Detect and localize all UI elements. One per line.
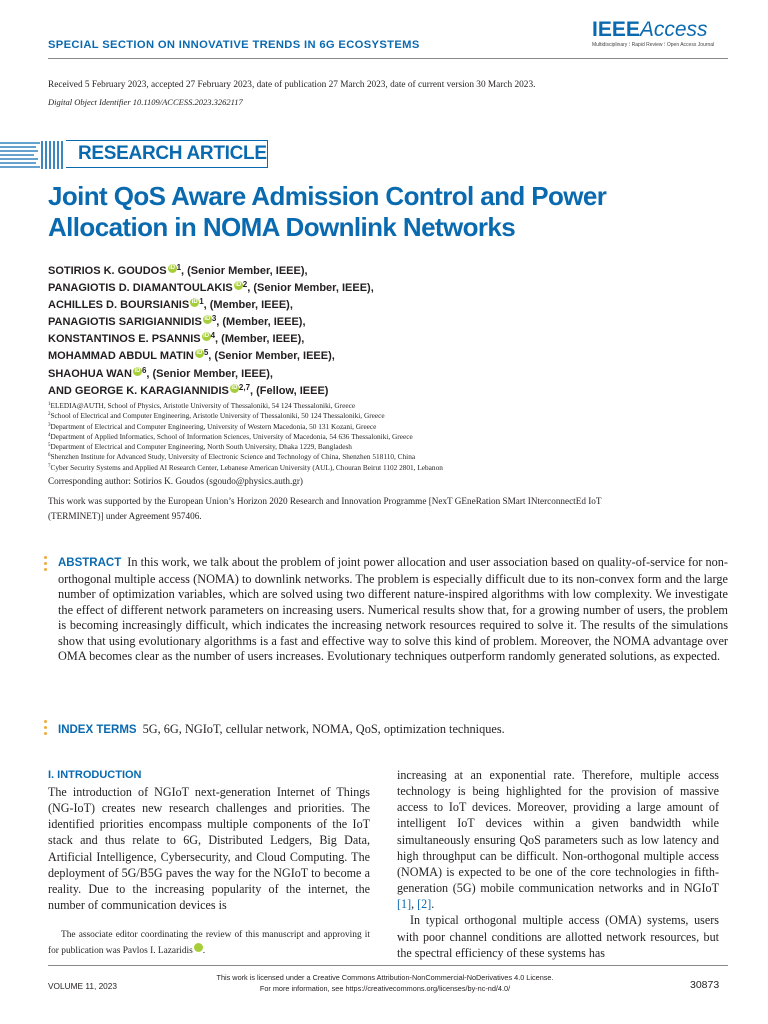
affiliation-text: School of Electrical and Computer Engineering, Aristotle University of Thessaloniki, 50 124 Thessaloniki, Greece xyxy=(50,411,385,421)
associate-editor-text: The associate editor coordinating the review of this manuscript and approving it for publication was Pavlos I. Lazaridis xyxy=(48,930,370,956)
affiliation-item xyxy=(48,422,728,432)
affiliation-item xyxy=(48,411,728,421)
affiliation-number: 6 xyxy=(48,453,51,459)
affiliation-text: ELEDIA@AUTH, School of Physics, Aristotle University of Thessaloniki, 54 124 Thessaloniki, Greece xyxy=(50,401,356,410)
affiliation-number: 2 xyxy=(48,412,51,418)
author-affiliation-mark: 3 xyxy=(211,314,217,324)
author-name: AND GEORGE K. KARAGIANNIDIS xyxy=(48,384,229,397)
index-terms xyxy=(58,721,728,738)
article-type-label: RESEARCH ARTICLE xyxy=(78,143,267,164)
intro-column-right xyxy=(397,767,719,961)
orcid-icon[interactable]: iD xyxy=(196,350,203,357)
citation-separator: , xyxy=(411,897,418,912)
orcid-icon[interactable]: iD xyxy=(204,316,211,323)
orcid-icon[interactable]: iD xyxy=(203,333,210,340)
author-entry xyxy=(48,331,728,348)
footer-volume: VOLUME 11, 2023 xyxy=(48,981,118,991)
funding-statement: This work was supported by the European Union’s Horizon 2020 Research and Innovation Programme [NexT GEneRation SMart INterconnectEd IoT (TERMINET)] under Agreement 957406. xyxy=(48,496,602,521)
author-name: PANAGIOTIS SARIGIANNIDIS xyxy=(48,316,202,329)
logo-tagline: Multidisciplinary ⁝ Rapid Review ⁝ Open Access Journal xyxy=(592,42,715,48)
affiliation-item xyxy=(48,401,728,411)
abstract-bullet-icon xyxy=(44,556,48,574)
orcid-icon[interactable]: iD xyxy=(235,282,242,289)
intro-column-left: The introduction of NGIoT next-generation Internet of Things (NG-IoT) creates new research challenges and priorities. The identified priorities encompass multiple components of the IoT stack and thus relate to 6G, Distributed Ledgers, Big Data, Artificial Intelligence, Cybersecurity, and Cloud Computing. The deployment of 5G/B5G paves the way for the NGIoT to become a reality. Due to the increasing popularity of the internet, the number of communication devices is xyxy=(48,785,370,913)
author-affiliation-mark: 1 xyxy=(199,297,204,307)
affiliation-text: Department of Electrical and Computer Engineering, University of Western Macedonia, 50 131 Kozani, Greece xyxy=(50,421,377,431)
orcid-icon[interactable]: iD xyxy=(134,367,141,374)
author-entry xyxy=(48,366,728,383)
header-divider xyxy=(48,58,728,59)
author-name: ACHILLES D. BOURSIANIS xyxy=(48,299,190,312)
abstract-text: In this work, we talk about the problem of joint power allocation and user association based on quality-of-service for non-orthogonal multiple access (NOMA) to downlink networks. The problem is especially difficult due to its non-convex form and the large number of optimization variables, which are solved using two different nature-inspired algorithms with low complexity. We investigate the effect of different network parameters on increasing users. Numerical results show that, for a growing number of users, the problem is becoming increasingly difficult, which indicates the increasing network resources required to solve it. The results of the simulations show that using evolutionary algorithms is a fast and effective way to solve this kind of problem. Moreover, the NOMA advantage over OMA becomes clear as the number of users increases. Evolutionary techniques outperform randomly generated solutions, as expected. xyxy=(58,555,728,664)
affiliation-list xyxy=(48,401,728,473)
author-name: KONSTANTINOS E. PSANNIS xyxy=(48,333,201,346)
section-header: SPECIAL SECTION ON INNOVATIVE TRENDS IN 6G ECOSYSTEMS xyxy=(48,39,420,51)
affiliation-text: Department of Electrical and Computer Engineering, North South University, Dhaka 1229, Bangladesh xyxy=(50,442,352,452)
affiliation-number: 3 xyxy=(48,422,51,428)
publication-dates: Received 5 February 2023, accepted 27 February 2023, date of publication 27 March 2023, date of current version 30 March 2023. xyxy=(48,80,536,90)
associate-editor-note: The associate editor coordinating the review of this manuscript and approving it for publication was Pavlos I. Lazaridis iD. xyxy=(48,930,370,956)
intro-paragraph-text: increasing at an exponential rate. Therefore, multiple access technology is being highlighted for the provision of massive access to IoT devices. Moreover, providing a large amount of intelligent IoT devices within a given bandwidth while simultaneously ensuring QoS parameters such as low latency and high throughput can be difficult. Non-orthogonal multiple access (NOMA) is expected to be one of the core technologies in fifth-generation (5G) mobile communication networks and in NGIoT xyxy=(397,768,719,896)
author-role: , (Member, IEEE), xyxy=(215,333,305,346)
license-line: This work is licensed under a Creative Commons Attribution-NonCommercial-NoDerivatives 4.0 License. xyxy=(216,973,554,982)
corresponding-author: Corresponding author: Sotirios K. Goudos (sgoudo@physics.auth.gr) xyxy=(48,476,303,486)
index-terms-text: 5G, 6G, NGIoT, cellular network, NOMA, QoS, optimization techniques. xyxy=(142,722,505,736)
intro-paragraph: In typical orthogonal multiple access (OMA) systems, users with poor channel conditions are allotted network resources, but the spectral efficiency of these systems has xyxy=(397,913,719,960)
author-entry xyxy=(48,280,728,297)
author-list xyxy=(48,263,728,400)
paper-title: Joint QoS Aware Admission Control and Power Allocation in NOMA Downlink Networks xyxy=(48,181,607,242)
abstract-label: ABSTRACT xyxy=(58,557,122,569)
affiliation-item xyxy=(48,452,728,462)
affiliation-item xyxy=(48,432,728,442)
logo-ieee-text: IEEE xyxy=(592,18,640,41)
section-heading-introduction: I. INTRODUCTION xyxy=(48,769,142,781)
author-affiliation-mark: 1 xyxy=(176,263,182,272)
logo-access-text: Access xyxy=(639,18,708,41)
footer-divider xyxy=(48,965,728,966)
citation-link[interactable]: [1] xyxy=(397,897,412,912)
license-link[interactable]: For more information, see https://creativecommons.org/licenses/by-nc-nd/4.0/ xyxy=(259,984,511,993)
author-affiliation-mark: 6 xyxy=(141,365,147,375)
author-role: , (Member, IEEE), xyxy=(216,316,306,329)
footer-license xyxy=(200,972,570,994)
affiliation-number: 4 xyxy=(48,432,51,438)
orcid-icon[interactable]: iD xyxy=(169,265,176,271)
affiliation-text: Cyber Security Systems and Applied AI Research Center, Lebanese American University (AUL), Chouran Beirut 1102 2801, Lebanon xyxy=(50,462,443,472)
orcid-icon[interactable]: iD xyxy=(231,384,238,391)
author-role: , (Senior Member, IEEE), xyxy=(247,282,374,295)
author-affiliation-mark: 5 xyxy=(203,348,209,358)
author-name: SOTIRIOS K. GOUDOS xyxy=(48,265,167,277)
author-entry xyxy=(48,314,728,331)
ieee-access-logo xyxy=(592,19,728,48)
author-affiliation-mark: 2,7 xyxy=(238,382,251,392)
author-name: PANAGIOTIS D. DIAMANTOULAKIS xyxy=(48,282,233,295)
author-affiliation-mark: 2 xyxy=(242,280,248,290)
author-entry xyxy=(48,383,728,400)
doi: Digital Object Identifier 10.1109/ACCESS.2023.3262117 xyxy=(48,97,243,107)
citation-end: . xyxy=(431,897,435,912)
affiliation-item xyxy=(48,442,728,452)
author-role: , (Fellow, IEEE) xyxy=(250,384,329,397)
orcid-icon[interactable]: iD xyxy=(191,299,198,306)
abstract xyxy=(58,555,728,665)
index-terms-label: INDEX TERMS xyxy=(58,724,137,736)
affiliation-item xyxy=(48,463,728,473)
index-terms-bullet-icon xyxy=(44,720,48,738)
author-role: , (Senior Member, IEEE), xyxy=(181,265,308,277)
banner-stripes-icon xyxy=(0,140,66,170)
author-name: SHAOHUA WAN xyxy=(48,367,132,380)
affiliation-number: 5 xyxy=(48,443,51,449)
author-affiliation-mark: 4 xyxy=(210,331,216,341)
author-role: , (Senior Member, IEEE), xyxy=(208,350,335,363)
intro-paragraph xyxy=(397,767,719,912)
author-entry xyxy=(48,348,728,365)
affiliation-text: Shenzhen Institute for Advanced Study, University of Electronic Science and Technology of China, Shenzhen 518110, China xyxy=(50,452,416,462)
orcid-icon[interactable]: iD xyxy=(194,943,203,952)
author-role: , (Senior Member, IEEE), xyxy=(146,367,273,380)
affiliation-number: 7 xyxy=(48,463,51,469)
affiliation-text: Department of Applied Informatics, School of Information Sciences, University of Macedonia, 54 636 Thessaloniki, Greece xyxy=(50,431,413,441)
author-entry xyxy=(48,297,728,314)
author-name: MOHAMMAD ABDUL MATIN xyxy=(48,350,194,363)
page-number: 30873 xyxy=(690,979,720,991)
author-entry xyxy=(48,263,728,280)
citation-link[interactable]: [2] xyxy=(417,897,432,912)
author-role: , (Member, IEEE), xyxy=(203,299,293,312)
affiliation-number: 1 xyxy=(48,402,51,407)
